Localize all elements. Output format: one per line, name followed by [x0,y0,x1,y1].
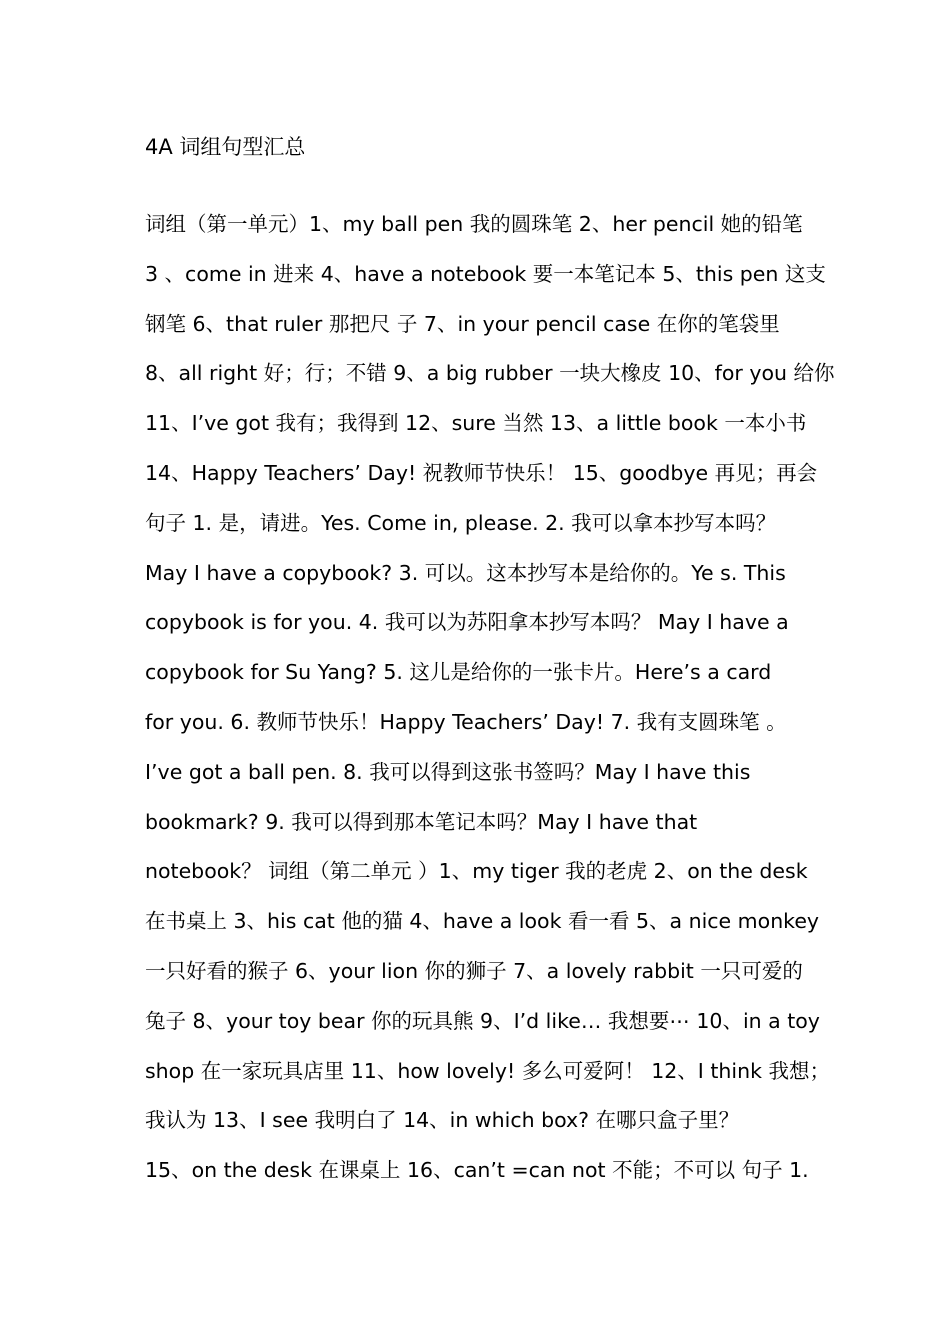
text-line: 钢笔 6、that ruler 那把尺 子 7、in your pencil case 在你的笔袋里 [145,311,780,336]
text-line: copybook for Su Yang? 5. 这儿是给你的一张卡片。Here’s a card [145,660,772,685]
text-line: 兔子 8、your toy bear 你的玩具熊 9、I’d like… 我想要⋯ 10、in a toy [145,1008,820,1033]
text-line: 15、on the desk 在课桌上 16、can’t =can not 不能；不可以 句子 1. [145,1158,809,1183]
text-line: bookmark? 9. 我可以得到那本笔记本吗？May I have that [145,809,698,834]
text-line: 在书桌上 3、his cat 他的猫 4、have a look 看一看 5、a nice monkey [145,909,820,934]
text-line: 8、all right 好；行；不错 9、a big rubber 一块大橡皮 10、for you 给你 [145,361,835,386]
document-body [145,200,845,1196]
text-line: 11、I’ve got 我有；我得到 12、sure 当然 13、a little book 一本小书 [145,411,807,436]
text-line: 一只好看的猴子 6、your lion 你的狮子 7、a lovely rabbit 一只可爱的 [145,958,803,983]
text-line: May I have a copybook? 3. 可以。这本抄写本是给你的。Ye s. This [145,560,786,585]
text-line: notebook？ 词组（第二单元 ）1、my tiger 我的老虎 2、on the desk [145,859,808,884]
text-line: 我认为 13、I see 我明白了 14、in which box? 在哪只盒子里？ [145,1108,740,1133]
text-line: 3 、come in 进来 4、have a notebook 要一本笔记本 5、this pen 这支 [145,261,826,286]
text-line: I’ve got a ball pen. 8. 我可以得到这张书签吗？May I have this [145,759,751,784]
document-title: 4A 词组句型汇总 [145,135,306,159]
text-line: for you. 6. 教师节快乐！Happy Teachers’ Day! 7. 我有支圆珠笔 。 [145,709,787,734]
text-line: 句子 1. 是，请进。Yes. Come in, please. 2. 我可以拿本抄写本吗？ [145,510,777,535]
text-line: copybook is for you. 4. 我可以为苏阳拿本抄写本吗？ May I have a [145,610,789,635]
text-line: 14、Happy Teachers’ Day! 祝教师节快乐！ 15、goodbye 再见；再会 [145,460,818,485]
text-line: shop 在一家玩具店里 11、how lovely! 多么可爱阿！ 12、I think 我想； [145,1058,830,1083]
text-line: 词组（第一单元）1、my ball pen 我的圆珠笔 2、her pencil 她的铅笔 [145,212,803,236]
